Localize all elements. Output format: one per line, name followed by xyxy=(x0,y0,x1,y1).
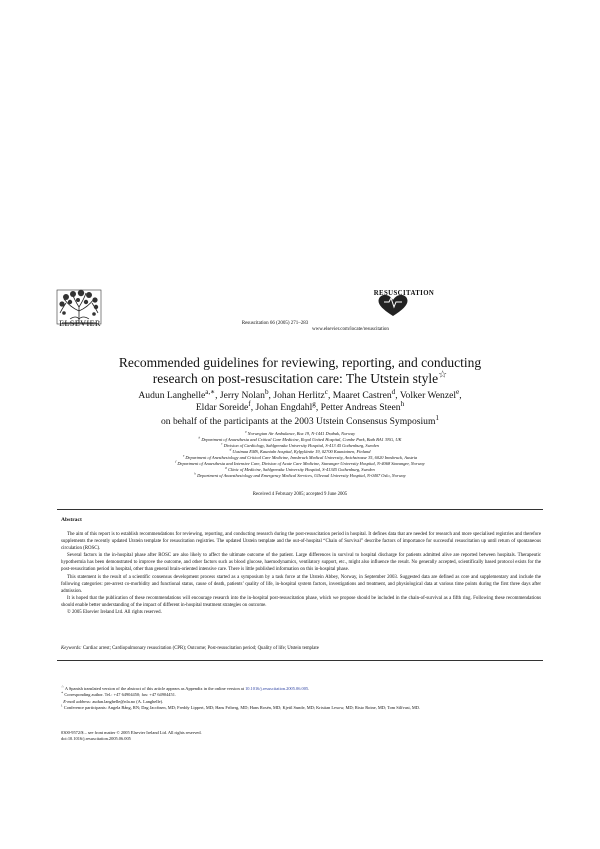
author-list: Audun Langhelle$^{a,∗}$, Jerry Nolan$^b$, Johan Herlitz$^c$, Maaret Castren$^d$, Volker Wenzel$^e$, Eldar Soreide$^f$, Johan Engdahl$^g$, Petter Andreas Steen$^h$ xyxy=(138,387,462,413)
participants-marker[interactable]: 1 xyxy=(435,413,440,422)
divider xyxy=(57,660,543,661)
keywords-line xyxy=(61,646,541,651)
affiliation-marker: c xyxy=(221,441,223,446)
footnote-text: A Spanish translated version of the abstract of this article appears as Appendix in the online version at xyxy=(64,686,244,691)
footnote-marker: ☆ xyxy=(61,684,64,689)
author-name: Volker Wenzel xyxy=(399,390,457,401)
received-dates: Received 4 February 2005; accepted 9 June 2005 xyxy=(252,492,348,497)
abstract-paragraph: The aim of this report is to establish recommendations for reviewing, reporting, and conducting research during the post-resuscitation period in hospital. It defines data that are needed for research and more specialised registries and therefore supplements the recently updated Utstein template for resuscitation registries. The updated Utstein template and the out-of-hospital “Chain of Survival” describe factors of importance for successful resuscitation up until return of spontaneous circulation (ROSC). xyxy=(61,532,541,552)
affiliation-text: Department of Anaesthesia and Critical Care Medicine, Royal United Hospital, Combe Park, Bath BA1 3NG, UK xyxy=(201,437,402,442)
author-affil-marker[interactable]: a,∗ xyxy=(205,387,216,396)
author-affil-marker[interactable]: f xyxy=(248,399,251,408)
on-behalf-text: on behalf of the participants at the 2003 Utstein Consensus Symposium xyxy=(160,416,436,427)
footnote-text: Corresponding author. Tel.: +47 64904450; fax: +47 64904451. xyxy=(64,692,176,698)
title-footnote-marker[interactable]: ☆ xyxy=(438,369,448,381)
author-name: Petter Andreas Steen xyxy=(320,402,401,413)
resuscitation-heart-logo xyxy=(350,282,436,332)
affiliation-text: Clinic of Medicine, Sahlgrenska University Hospital, S-41345 Gothenburg, Sweden xyxy=(228,467,375,472)
footnote-text: Conference participants: Angela Bång, RN; Dag Jacobsen, MD; Freddy Lippert, MD; Hans Friberg, MD; Hans Rosén, MD; Kjetil Sunde, MD; Kristian Lexow, MD; Risto Roine, MD; Tom Silfvast, MD. xyxy=(63,704,421,710)
abstract-paragraph: Several factors in the in-hospital phase after ROSC are also likely to affect the ultimate outcome of the patient. Large differences in survival to hospital discharge for patients admitted alive are reported between hospitals. Therapeutic hypothermia has been demonstrated to improve the outcome, and other factors such as blood glucose, haemodynamics, ventilatory support, etc., might also influence the result. No generally accepted, scientifically based protocol exists for the post-resuscitation period in hospital, other than general brain-oriented intensive care. There is little published information on this in-hospital phase. xyxy=(61,553,541,573)
journal-reference: Resuscitation 66 (2005) 271–283 xyxy=(241,321,309,326)
author-affil-marker[interactable]: b xyxy=(264,387,269,396)
footnote-marker: ∗ xyxy=(61,690,64,695)
author-affil-marker[interactable]: e xyxy=(456,387,460,396)
abstract-paragraph: This statement is the result of a scientific consensus development process started as a symposium by a task force at the Utstein Abbey, Norway, in September 2003. Suggested data are defined as core and supplementary and include the following categories: pre-arrest co-morbidity and functional status, cause of death, patients’ quality of life, in-hospital system factors, investigations and treatment, and physiological data at various time points during the first three days after admission. xyxy=(61,574,541,594)
issn-line: 0300-9572/$ – see front matter © 2005 Elsevier Ireland Ltd. All rights reserved. xyxy=(61,730,202,735)
doi-link[interactable]: 10.1016/j.resuscitation.2005.06.005 xyxy=(245,686,309,691)
affiliation-text: Department of Anaesthesia and Intensive Care, Division of Acute Care Medicine, Stavanger University Hospital, N-4068 Stavanger, Norway xyxy=(177,461,425,466)
keywords-label: Keywords: xyxy=(61,646,82,651)
affiliation-list xyxy=(40,431,560,479)
email-address[interactable]: audun.langhelle@nla.no (A. Langhelle). xyxy=(92,698,164,704)
footnote-marker: 1 xyxy=(61,703,63,708)
author-affil-marker[interactable]: h xyxy=(400,399,405,408)
abstract-paragraph: It is hoped that the publication of these recommendations will encourage research into the in-hospital post-resuscitation phase, which we propose should be included in the chain-of-survival as a fifth ring. Following these recommendations should enable better understanding of the impact of different in-hospital treatment strategies on outcome. xyxy=(61,595,541,608)
divider xyxy=(57,509,543,510)
front-matter xyxy=(61,730,461,743)
affiliation-marker: d xyxy=(229,447,232,452)
affiliation-marker: f xyxy=(175,459,177,464)
author-name: Maaret Castren xyxy=(332,390,392,401)
affiliation-marker: b xyxy=(198,435,201,440)
abstract-heading: Abstract xyxy=(61,517,82,523)
author-name: Johan Engdahl xyxy=(255,402,313,413)
author-affil-marker[interactable]: c xyxy=(324,387,328,396)
affiliation-text: Division of Cardiology, Sahlgrenska University Hospital, S-413 45 Gothenburg, Sweden xyxy=(223,443,379,448)
author-name: Eldar Soreide xyxy=(195,402,249,413)
participants-footnote xyxy=(61,705,531,711)
affiliation-text: Department of Anaesthesiology and Emergency Medical Services, Ullevaal University Hospital, N-0407 Oslo, Norway xyxy=(197,473,406,478)
article-title xyxy=(55,355,545,387)
footnotes xyxy=(61,686,531,711)
keywords-text: Cardiac arrest; Cardiopulmonary resuscitation (CPR); Outcome; Post-resuscitation period; Quality of life; Utstein template xyxy=(82,646,319,651)
author-affil-marker[interactable]: d xyxy=(391,387,396,396)
abstract-body xyxy=(61,531,541,616)
affiliation-marker: e xyxy=(182,453,185,458)
email-label: E-mail address: xyxy=(63,698,92,704)
author-name: Johan Herlitz xyxy=(273,390,325,401)
journal-logo-text: RESUSCITATION xyxy=(373,290,435,297)
affiliation-text: Norwegian Air Ambulance, Box 19, N-1441 Drøbak, Norway xyxy=(247,431,356,436)
affiliation-text: Department of Anesthesiology and Critical Care Medicine, Innsbruck Medical University, Anichstrasse 35, 6020 Innsbruck, Austria xyxy=(185,455,418,460)
author-name: Jerry Nolan xyxy=(219,390,265,401)
publisher-name: ELSEVIER xyxy=(59,319,101,328)
title-line-2: research on post-resuscitation care: The Utstein style xyxy=(152,371,439,386)
affiliation-marker: h xyxy=(194,471,196,476)
doi-line[interactable]: doi:10.1016/j.resuscitation.2005.06.005 xyxy=(61,736,131,742)
on-behalf-line xyxy=(60,413,540,427)
translation-footnote: ☆ A Spanish translated version of the abstract of this article appears as Appendix in the online version at 10.1016/j.resuscitation.2005.06.005. xyxy=(61,684,310,691)
affiliation-marker: g xyxy=(225,465,227,470)
affiliation-marker: a xyxy=(244,429,247,434)
affiliation-item xyxy=(40,473,560,479)
copyright-line: © 2005 Elsevier Ireland Ltd. All rights reserved. xyxy=(67,610,162,616)
affiliation-text: Uusimaa EMS, Kaunialn hospital, Kylpyläntie 19, 02700 Kauniainen, Finland xyxy=(232,449,371,454)
author-name: Audun Langhelle xyxy=(138,390,206,401)
author-affil-marker[interactable]: g xyxy=(312,399,316,408)
title-line-1: Recommended guidelines for reviewing, reporting, and conducting xyxy=(118,355,482,370)
journal-url[interactable]: www.elsevier.com/locate/resuscitation xyxy=(312,327,389,332)
